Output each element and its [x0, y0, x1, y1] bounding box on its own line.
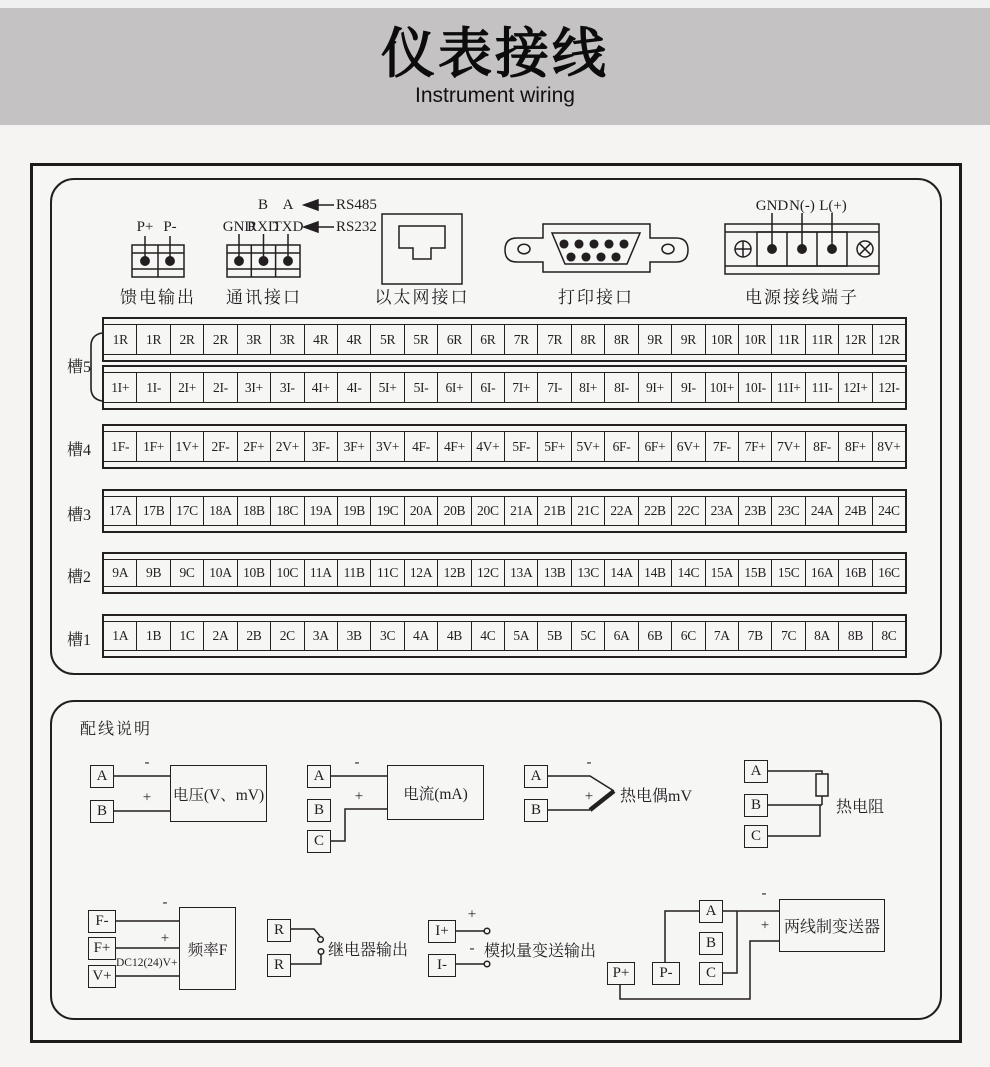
terminal-cell: 9I- — [671, 373, 704, 402]
feed-pin-pminus: P- — [163, 219, 177, 235]
terminal-cell: 5R — [370, 325, 403, 354]
terminal-cell: 9B — [136, 560, 169, 586]
strip-bottom-rail — [104, 354, 905, 360]
terminal-cell: 3R — [237, 325, 270, 354]
terminal-cell: 10R — [738, 325, 771, 354]
terminal-cell: 4A — [404, 622, 437, 650]
terminal-cell: 24A — [805, 497, 838, 525]
terminal-strip-slot5-current — [102, 365, 907, 410]
transmitter-terminal-pplus: P+ — [607, 962, 635, 985]
terminal-cell: 11R — [805, 325, 838, 354]
terminal-cell: 4B — [437, 622, 470, 650]
header-band — [0, 8, 990, 125]
current-minus-sign: - — [354, 754, 360, 771]
current-plus-sign: + — [354, 788, 364, 805]
terminal-cell: 5F- — [504, 432, 537, 461]
frequency-terminal-vplus: V+ — [88, 965, 116, 988]
terminal-cell: 2R — [203, 325, 236, 354]
terminal-cell: 9A — [112, 565, 129, 580]
terminal-cell: 2F+ — [237, 432, 270, 461]
terminal-cell: 3R — [270, 325, 303, 354]
terminal-cell: 1B — [136, 622, 169, 650]
terminal-cell: 4R — [337, 325, 370, 354]
terminal-cell: 3V+ — [370, 432, 403, 461]
terminal-cell: 18B — [237, 497, 270, 525]
terminal-cell: 3F+ — [337, 432, 370, 461]
thermocouple-terminal-b: B — [524, 799, 548, 822]
terminal-cell: 23B — [738, 497, 771, 525]
terminal-cell: 4F- — [404, 432, 437, 461]
terminal-cell: 2V+ — [270, 432, 303, 461]
terminal-cell: 22C — [671, 497, 704, 525]
terminal-cell: 6F+ — [638, 432, 671, 461]
terminal-cell: 7R — [537, 325, 570, 354]
terminal-cell: 1R — [112, 331, 128, 347]
terminal-cell: 7C — [771, 622, 804, 650]
terminal-cell: 12R — [838, 325, 871, 354]
terminal-cell: 17B — [136, 497, 169, 525]
voltage-box: 电压(V、mV) — [170, 765, 267, 822]
frequency-dc-label: DC12(24)V+ — [116, 957, 178, 969]
voltage-terminal-b: B — [90, 800, 114, 823]
transmitter-terminal-pminus: P- — [652, 962, 680, 985]
analog-plus-sign: + — [467, 906, 477, 923]
terminal-cell: 6R — [437, 325, 470, 354]
slot3-label: 槽3 — [66, 507, 91, 524]
terminal-cell: 9I+ — [638, 373, 671, 402]
terminal-cell: 6C — [671, 622, 704, 650]
power-pin-n: N(-) — [789, 198, 815, 214]
feed-pin-pplus: P+ — [136, 219, 154, 235]
rtd-terminal-a: A — [744, 760, 768, 783]
voltage-terminal-a: A — [90, 765, 114, 788]
transmitter-plus-sign: + — [760, 917, 770, 934]
terminal-cell: 6A — [604, 622, 637, 650]
terminal-cell: 16A — [805, 560, 838, 586]
terminal-cell: 5C — [571, 622, 604, 650]
terminal-cell: 5R — [404, 325, 437, 354]
power-caption: 电源接线端子 — [745, 288, 859, 307]
analog-label: 模拟量变送输出 — [484, 943, 597, 960]
terminal-cell: 6F- — [604, 432, 637, 461]
current-box: 电流(mA) — [387, 765, 484, 820]
terminal-cell: 5A — [504, 622, 537, 650]
terminal-cell: 10R — [705, 325, 738, 354]
frequency-minus-sign: - — [162, 894, 168, 911]
voltage-plus-sign: + — [142, 789, 152, 806]
terminal-cell: 5V+ — [571, 432, 604, 461]
terminal-cell: 21A — [504, 497, 537, 525]
comm-pin-txd: TXD — [272, 219, 304, 235]
terminal-cell: 11I+ — [771, 373, 804, 402]
strip-cells — [104, 622, 905, 650]
terminal-cell: 12R — [872, 325, 905, 354]
terminal-cell: 6I- — [471, 373, 504, 402]
terminal-cell: 6I+ — [437, 373, 470, 402]
slot4-label: 槽4 — [66, 442, 91, 459]
terminal-cell: 19A — [304, 497, 337, 525]
terminal-cell: 15A — [705, 560, 738, 586]
terminal-cell: 1R — [136, 325, 169, 354]
terminal-cell: 7R — [504, 325, 537, 354]
terminal-cell: 4V+ — [471, 432, 504, 461]
comm-caption: 通讯接口 — [226, 288, 302, 307]
terminal-cell: 8F+ — [838, 432, 871, 461]
terminal-cell: 1V+ — [170, 432, 203, 461]
slot5-label: 槽5 — [66, 359, 91, 376]
terminal-cell: 19C — [370, 497, 403, 525]
comm-pin-gnd: GND — [222, 219, 256, 235]
terminal-cell: 1C — [170, 622, 203, 650]
terminal-cell: 14C — [671, 560, 704, 586]
terminal-cell: 17C — [170, 497, 203, 525]
terminal-cell: 4C — [471, 622, 504, 650]
comm-pin-a: A — [282, 197, 294, 213]
frequency-plus-sign: + — [160, 930, 170, 947]
terminal-cell: 10I+ — [705, 373, 738, 402]
terminal-cell: 12I- — [872, 373, 905, 402]
power-pin-gnd: GND — [755, 198, 789, 214]
current-terminal-b: B — [307, 799, 331, 822]
terminal-cell: 21B — [537, 497, 570, 525]
transmitter-terminal-a: A — [699, 900, 723, 923]
terminal-cell: 8R — [604, 325, 637, 354]
terminal-cell: 4F+ — [437, 432, 470, 461]
terminal-cell: 9R — [671, 325, 704, 354]
slot1-label: 槽1 — [66, 632, 91, 649]
terminal-cell: 16C — [872, 560, 905, 586]
strip-cells — [104, 325, 905, 354]
terminal-cell: 22B — [638, 497, 671, 525]
terminal-cell: 17A — [109, 503, 132, 518]
relay-terminal-r2: R — [267, 954, 291, 977]
terminal-cell: 8V+ — [872, 432, 905, 461]
frequency-box: 频率F — [179, 907, 236, 990]
terminal-cell: 5I+ — [370, 373, 403, 402]
terminal-cell: 12A — [404, 560, 437, 586]
terminal-strip-slot1 — [102, 614, 907, 658]
page-title: 仪表接线 — [381, 24, 609, 84]
terminal-cell: 21C — [571, 497, 604, 525]
terminal-cell: 9C — [170, 560, 203, 586]
rtd-terminal-b: B — [744, 794, 768, 817]
terminal-cell: 20B — [437, 497, 470, 525]
terminal-cell: 11R — [771, 325, 804, 354]
thermocouple-terminal-a: A — [524, 765, 548, 788]
terminal-cell: 2R — [170, 325, 203, 354]
transmitter-terminal-c: C — [699, 962, 723, 985]
terminal-cell: 3B — [337, 622, 370, 650]
terminal-cell: 2I- — [203, 373, 236, 402]
terminal-cell: 13A — [504, 560, 537, 586]
strip-cells — [104, 560, 905, 586]
terminal-strip-slot4 — [102, 424, 907, 469]
wiring-panel — [50, 700, 942, 1020]
terminal-cell: 2B — [237, 622, 270, 650]
terminal-cell: 8C — [872, 622, 905, 650]
strip-cells — [104, 497, 905, 525]
terminal-cell: 8R — [571, 325, 604, 354]
comm-pin-rxd: RXD — [247, 219, 279, 235]
terminal-cell: 2A — [203, 622, 236, 650]
terminal-cell: 3I- — [270, 373, 303, 402]
wiring-title: 配线说明 — [80, 721, 153, 738]
strip-cells — [104, 373, 905, 402]
terminal-cell: 16B — [838, 560, 871, 586]
terminal-cell: 20A — [404, 497, 437, 525]
terminal-cell: 6R — [471, 325, 504, 354]
terminal-cell: 10A — [203, 560, 236, 586]
terminal-cell: 13C — [571, 560, 604, 586]
terminal-cell: 12C — [471, 560, 504, 586]
thermocouple-label: 热电偶mV — [620, 788, 693, 805]
terminal-cell: 8A — [805, 622, 838, 650]
thermocouple-minus-sign: - — [586, 754, 592, 771]
comm-pin-b: B — [257, 197, 269, 213]
printer-caption: 打印接口 — [558, 288, 634, 307]
terminal-cell: 24B — [838, 497, 871, 525]
terminal-cell: 8F- — [805, 432, 838, 461]
rs232-label: RS232 — [336, 219, 377, 235]
voltage-minus-sign: - — [144, 754, 150, 771]
terminal-cell: 7A — [705, 622, 738, 650]
transmitter-terminal-b: B — [699, 932, 723, 955]
terminal-cell: 7I- — [537, 373, 570, 402]
terminal-cell: 11I- — [805, 373, 838, 402]
terminal-cell: 10C — [270, 560, 303, 586]
terminal-cell: 12I+ — [838, 373, 871, 402]
terminal-cell: 10B — [237, 560, 270, 586]
terminal-cell: 14B — [638, 560, 671, 586]
terminal-cell: 8I+ — [571, 373, 604, 402]
transmitter-box: 两线制变送器 — [779, 899, 885, 952]
top-strip — [0, 0, 990, 8]
power-pin-l: L(+) — [819, 198, 847, 214]
strip-bottom-rail — [104, 461, 905, 467]
terminal-cell: 5F+ — [537, 432, 570, 461]
frequency-terminal-fplus: F+ — [88, 937, 116, 960]
rtd-terminal-c: C — [744, 825, 768, 848]
terminal-cell: 6V+ — [671, 432, 704, 461]
terminal-cell: 7F- — [705, 432, 738, 461]
terminal-cell: 18A — [203, 497, 236, 525]
terminal-cell: 23A — [705, 497, 738, 525]
analog-terminal-iplus: I+ — [428, 920, 456, 943]
terminal-cell: 18C — [270, 497, 303, 525]
terminal-cell: 2C — [270, 622, 303, 650]
terminal-cell: 14A — [604, 560, 637, 586]
terminal-cell: 5I- — [404, 373, 437, 402]
terminal-cell: 24C — [872, 497, 905, 525]
current-terminal-c: C — [307, 830, 331, 853]
terminal-cell: 1F+ — [136, 432, 169, 461]
terminal-cell: 7B — [738, 622, 771, 650]
terminal-cell: 3F- — [304, 432, 337, 461]
terminal-cell: 11C — [370, 560, 403, 586]
frequency-terminal-fminus: F- — [88, 910, 116, 933]
terminal-cell: 15B — [738, 560, 771, 586]
strip-bottom-rail — [104, 650, 905, 656]
slot2-label: 槽2 — [66, 569, 91, 586]
terminal-cell: 22A — [604, 497, 637, 525]
terminal-cell: 12B — [437, 560, 470, 586]
terminal-cell: 19B — [337, 497, 370, 525]
terminal-cell: 3C — [370, 622, 403, 650]
terminal-cell: 9R — [638, 325, 671, 354]
page-subtitle: Instrument wiring — [415, 84, 575, 107]
terminal-strip-slot3 — [102, 489, 907, 533]
transmitter-minus-sign: - — [761, 885, 767, 902]
relay-terminal-r1: R — [267, 919, 291, 942]
analog-minus-sign: - — [469, 940, 475, 957]
current-terminal-a: A — [307, 765, 331, 788]
terminal-cell: 1I- — [136, 373, 169, 402]
terminal-cell: 6B — [638, 622, 671, 650]
terminal-cell: 4I+ — [304, 373, 337, 402]
terminal-cell: 4I- — [337, 373, 370, 402]
terminal-panel — [50, 178, 942, 675]
terminal-cell: 2I+ — [170, 373, 203, 402]
terminal-cell: 23C — [771, 497, 804, 525]
terminal-cell: 11B — [337, 560, 370, 586]
terminal-cell: 3A — [304, 622, 337, 650]
terminal-cell: 2F- — [203, 432, 236, 461]
terminal-cell: 1I+ — [111, 379, 130, 395]
terminal-cell: 7V+ — [771, 432, 804, 461]
rtd-label: 热电阻 — [836, 799, 885, 816]
terminal-strip-slot5-relay — [102, 317, 907, 362]
terminal-cell: 4R — [304, 325, 337, 354]
terminal-cell: 11A — [304, 560, 337, 586]
terminal-cell: 5B — [537, 622, 570, 650]
terminal-cell: 8B — [838, 622, 871, 650]
feed-caption: 馈电输出 — [120, 288, 196, 307]
rs485-label: RS485 — [336, 197, 377, 213]
terminal-cell: 7I+ — [504, 373, 537, 402]
terminal-cell: 1F- — [111, 438, 130, 454]
terminal-cell: 8I- — [604, 373, 637, 402]
relay-label: 继电器输出 — [328, 942, 409, 959]
strip-bottom-rail — [104, 525, 905, 531]
ethernet-caption: 以太网接口 — [374, 288, 470, 307]
terminal-cell: 20C — [471, 497, 504, 525]
analog-terminal-iminus: I- — [428, 954, 456, 977]
terminal-cell: 1A — [112, 628, 129, 643]
terminal-cell: 3I+ — [237, 373, 270, 402]
terminal-cell: 7F+ — [738, 432, 771, 461]
terminal-strip-slot2 — [102, 552, 907, 594]
strip-bottom-rail — [104, 586, 905, 592]
strip-bottom-rail — [104, 402, 905, 408]
strip-cells — [104, 432, 905, 461]
terminal-cell: 15C — [771, 560, 804, 586]
terminal-cell: 10I- — [738, 373, 771, 402]
thermocouple-plus-sign: + — [584, 788, 594, 805]
terminal-cell: 13B — [537, 560, 570, 586]
